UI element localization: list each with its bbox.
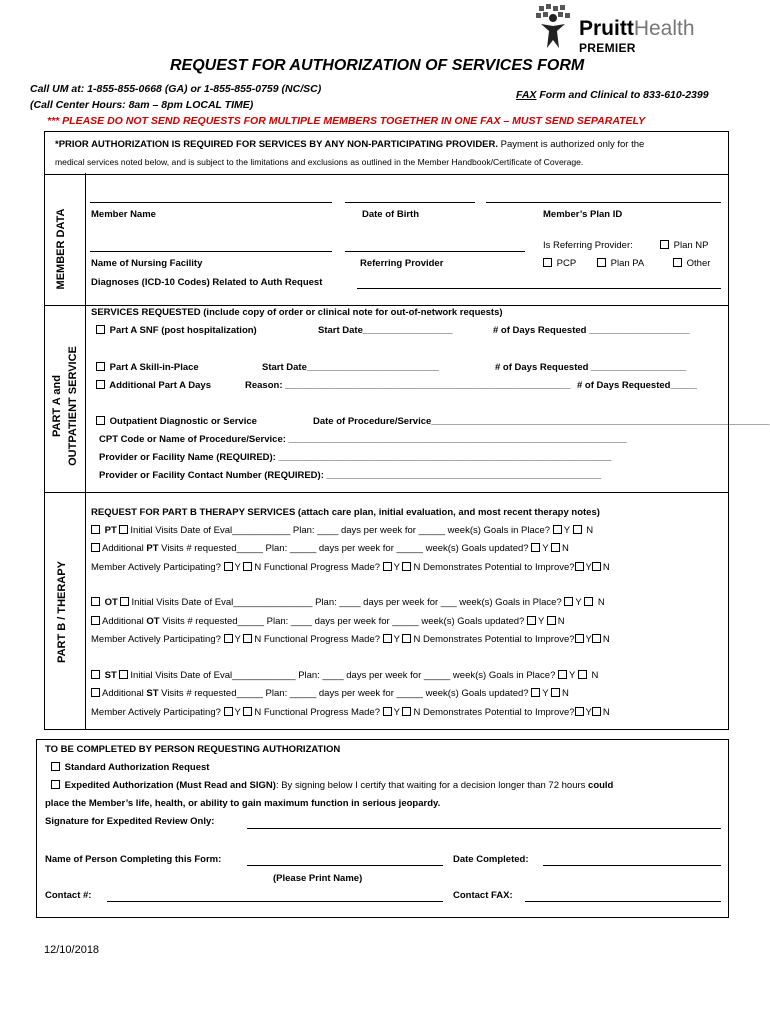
st-goals-y[interactable] xyxy=(558,670,567,679)
pt-checkbox[interactable] xyxy=(91,525,100,534)
st-code: ST xyxy=(104,670,117,681)
y-label: Y xyxy=(569,670,576,681)
notice-bold: *PRIOR AUTHORIZATION IS REQUIRED FOR SERVICES BY ANY NON-PARTICIPATING PROVIDER. xyxy=(55,139,499,150)
member-name-label: Member Name xyxy=(91,209,156,220)
y-label: Y xyxy=(234,562,241,573)
pt-part-n[interactable] xyxy=(243,562,252,571)
standard-checkbox[interactable] xyxy=(51,762,60,771)
date-line[interactable] xyxy=(543,865,721,866)
st-prog-y[interactable] xyxy=(383,707,392,716)
warning-text: *** PLEASE DO NOT SEND REQUESTS FOR MULTIPLE MEMBERS TOGETHER IN ONE FAX – MUST SEND SEPARATELY xyxy=(47,115,646,127)
brand-light: Health xyxy=(633,17,695,40)
n-label: N xyxy=(586,525,594,536)
y-label: Y xyxy=(234,707,241,718)
plan-id-label: Member’s Plan ID xyxy=(543,209,623,220)
skill-label: Part A Skill-in-Place xyxy=(109,362,199,373)
st-line2 xyxy=(91,688,569,699)
y-label: Y xyxy=(585,562,592,573)
section-member-data: MEMBER DATA xyxy=(55,208,67,290)
plan-id-line[interactable] xyxy=(486,202,721,203)
jeopardy-line: place the Member’s life, health, or ability to gain maximum function in serious jeopardy. xyxy=(45,798,441,809)
outpatient-checkbox[interactable] xyxy=(96,416,105,425)
brand-bold: Pruitt xyxy=(579,17,634,40)
ot-line3 xyxy=(91,634,610,645)
ot-potential: Demonstrates Potential to Improve? xyxy=(423,634,575,645)
ot-checkbox[interactable] xyxy=(91,597,100,606)
expedited-option[interactable] xyxy=(51,780,613,791)
print-label: (Please Print Name) xyxy=(273,873,363,884)
n-label: N xyxy=(557,616,565,627)
fax-label: FAX xyxy=(516,89,537,101)
st-additional-rest: Visits # requested_____ Plan: _____ days per week for _____ week(s) Goals updated? xyxy=(158,688,529,699)
ot-additional-checkbox[interactable] xyxy=(91,616,100,625)
st-code-2: ST xyxy=(146,688,159,699)
snf-checkbox[interactable] xyxy=(96,325,105,334)
section-part-a-l1: PART A and xyxy=(51,375,63,437)
n-label: N xyxy=(254,707,262,718)
n-label: N xyxy=(602,634,610,645)
pt-pot-y[interactable] xyxy=(575,562,584,571)
n-label: N xyxy=(413,562,421,573)
ot-goals-y[interactable] xyxy=(564,597,573,606)
name-label: Name of Person Completing this Form: xyxy=(45,854,222,865)
expedited-checkbox[interactable] xyxy=(51,780,60,789)
snf-label: Part A SNF (post hospitalization) xyxy=(109,325,257,336)
contact-line[interactable] xyxy=(107,901,443,902)
section-part-a-l2: OUTPATIENT SERVICE xyxy=(67,346,79,466)
is-referring-label: Is Referring Provider: xyxy=(543,240,633,251)
pcp-option[interactable] xyxy=(543,258,576,269)
fax-info xyxy=(516,89,709,101)
st-checkbox[interactable] xyxy=(91,670,100,679)
notice-line1 xyxy=(55,139,644,150)
notice-line2: medical services noted below, and is subject to the limitations and exclusions as outlined in the Member Handbook/Certificate of Coverage. xyxy=(55,157,584,167)
brand-sub: PREMIER xyxy=(579,41,636,55)
plan-np-label: Plan NP xyxy=(673,240,709,251)
n-label: N xyxy=(602,562,610,573)
completion-header: TO BE COMPLETED BY PERSON REQUESTING AUTHORIZATION xyxy=(45,744,341,755)
st-prog-n[interactable] xyxy=(402,707,411,716)
ot-updated-y[interactable] xyxy=(527,616,536,625)
pt-additional-text: Additional xyxy=(102,543,147,554)
other-checkbox[interactable] xyxy=(673,258,682,267)
y-label: Y xyxy=(537,616,545,627)
fax-rest: Form and Clinical to 833-610-2399 xyxy=(536,89,709,101)
n-label: N xyxy=(413,707,421,718)
ot-pot-y[interactable] xyxy=(575,634,584,643)
plan-np-option[interactable] xyxy=(660,240,709,251)
standard-option[interactable] xyxy=(51,762,209,773)
st-updated-y[interactable] xyxy=(531,688,540,697)
ot-initial-checkbox[interactable] xyxy=(120,597,129,606)
n-label: N xyxy=(562,688,569,699)
ot-part-n[interactable] xyxy=(243,634,252,643)
diagnoses-line[interactable] xyxy=(357,288,721,289)
services-requested: SERVICES REQUESTED (include copy of order or clinical note for out-of-network requests) xyxy=(91,307,503,318)
n-label: N xyxy=(254,634,262,645)
fax-line[interactable] xyxy=(525,901,721,902)
n-label: N xyxy=(591,670,599,681)
skill-days[interactable]: # of Days Requested __________________ xyxy=(495,362,687,373)
other-option[interactable] xyxy=(673,258,710,269)
n-label: N xyxy=(562,543,569,554)
logo xyxy=(535,4,735,56)
pt-line2 xyxy=(91,543,569,554)
ot-pot-n[interactable] xyxy=(592,634,601,643)
pt-prog-y[interactable] xyxy=(383,562,392,571)
ot-prog-n[interactable] xyxy=(402,634,411,643)
y-label: Y xyxy=(563,525,570,536)
pt-potential: Demonstrates Potential to Improve? xyxy=(423,562,575,573)
notice-normal: Payment is authorized only for the xyxy=(498,139,645,150)
n-label: N xyxy=(602,707,610,718)
fax-label: Contact FAX: xyxy=(453,890,513,901)
ot-progress: Functional Progress Made? xyxy=(263,634,381,645)
referring-label: Referring Provider xyxy=(360,258,444,269)
y-label: Y xyxy=(575,597,582,608)
pt-code-2: PT xyxy=(146,543,159,554)
partb-header: REQUEST FOR PART B THERAPY SERVICES (attach care plan, initial evaluation, and most recent therapy notes) xyxy=(91,507,600,518)
additional-days[interactable]: # of Days Requested_____ xyxy=(577,380,697,391)
diagnoses-label: Diagnoses (ICD-10 Codes) Related to Auth Request xyxy=(91,277,323,288)
referring-line[interactable] xyxy=(345,251,525,252)
jeopardy-text: place the Member’s life, health, or ability to gain maximum function in serious jeopardy xyxy=(45,798,438,809)
pt-pot-n[interactable] xyxy=(592,562,601,571)
call-hours: (Call Center Hours: 8am – 8pm LOCAL TIME) xyxy=(30,99,254,111)
pt-line1 xyxy=(91,525,593,536)
could-text: could xyxy=(588,780,614,791)
standard-label: Standard Authorization Request xyxy=(64,762,210,773)
ot-prog-y[interactable] xyxy=(383,634,392,643)
st-progress: Functional Progress Made? xyxy=(263,707,381,718)
pt-prog-n[interactable] xyxy=(402,562,411,571)
y-label: Y xyxy=(542,688,549,699)
provider-name-field[interactable]: Provider or Facility Name (REQUIRED): _______________________________________________________________ xyxy=(99,452,612,463)
st-pot-y[interactable] xyxy=(575,707,584,716)
pt-initial-checkbox[interactable] xyxy=(119,525,128,534)
plan-pa-label: Plan PA xyxy=(610,258,645,269)
ot-additional-text: Additional xyxy=(102,616,147,627)
n-label: N xyxy=(597,597,605,608)
additional-option[interactable] xyxy=(96,380,211,391)
member-name-line[interactable] xyxy=(90,202,332,203)
y-label: Y xyxy=(585,707,592,718)
st-pot-n[interactable] xyxy=(592,707,601,716)
st-participating: Member Actively Participating? xyxy=(91,707,221,718)
pcp-label: PCP xyxy=(556,258,577,269)
pt-participating: Member Actively Participating? xyxy=(91,562,221,573)
pt-initial-text: Initial Visits Date of Eval___________ Plan: ____ days per week for _____ week(s) Goals in Place? xyxy=(130,525,551,536)
pt-progress: Functional Progress Made? xyxy=(263,562,381,573)
cpt-field[interactable]: CPT Code or Name of Procedure/Service: ________________________________________________________________ xyxy=(99,434,627,445)
n-label: N xyxy=(254,562,262,573)
outpatient-option[interactable] xyxy=(96,416,257,427)
contact-label: Contact #: xyxy=(45,890,92,901)
snf-days[interactable]: # of Days Requested ___________________ xyxy=(493,325,690,336)
st-additional-text: Additional xyxy=(102,688,147,699)
plan-np-checkbox[interactable] xyxy=(660,240,669,249)
y-label: Y xyxy=(393,707,400,718)
snf-option[interactable] xyxy=(96,325,257,336)
st-part-n[interactable] xyxy=(243,707,252,716)
name-line[interactable] xyxy=(247,865,443,866)
pt-code: PT xyxy=(104,525,117,536)
y-label: Y xyxy=(393,634,400,645)
date-label: Date Completed: xyxy=(453,854,529,865)
ot-additional-rest: Visits # requested_____ Plan: ____ days per week for _____ week(s) Goals updated? xyxy=(159,616,525,627)
st-goals-n[interactable] xyxy=(578,670,587,679)
tree-logo-icon xyxy=(535,4,579,54)
pt-line3 xyxy=(91,562,610,573)
call-um: Call UM at: 1-855-855-0668 (GA) or 1-855-855-0759 (NC/SC) xyxy=(30,83,322,95)
nursing-line[interactable] xyxy=(90,251,332,252)
st-updated-n[interactable] xyxy=(551,688,560,697)
ot-code: OT xyxy=(104,597,118,608)
y-label: Y xyxy=(585,634,592,645)
pt-additional-checkbox[interactable] xyxy=(91,543,100,552)
y-label: Y xyxy=(393,562,400,573)
reason-field[interactable]: Reason: ______________________________________________________ xyxy=(245,380,571,391)
ot-goals-n[interactable] xyxy=(584,597,593,606)
ot-participating: Member Actively Participating? xyxy=(91,634,221,645)
pt-goals-n[interactable] xyxy=(573,525,582,534)
y-label: Y xyxy=(234,634,241,645)
ot-initial-text: Initial Visits Date of Eval_______________ Plan: ____ days per week for ___ week(s) Goals in Place? xyxy=(131,597,562,608)
signature-label: Signature for Expedited Review Only: xyxy=(45,816,215,827)
st-potential: Demonstrates Potential to Improve? xyxy=(423,707,575,718)
ot-updated-n[interactable] xyxy=(547,616,556,625)
ot-line2 xyxy=(91,616,565,627)
expedited-label: Expedited Authorization (Must Read and SIGN) xyxy=(64,780,276,791)
form-title: REQUEST FOR AUTHORIZATION OF SERVICES FORM xyxy=(170,57,585,74)
nursing-label: Name of Nursing Facility xyxy=(91,258,203,269)
notice-box xyxy=(44,131,729,175)
plan-pa-checkbox[interactable] xyxy=(597,258,606,267)
section-part-b: PART B / THERAPY xyxy=(56,561,68,663)
completion-box xyxy=(36,739,729,918)
st-initial-checkbox[interactable] xyxy=(119,670,128,679)
pt-part-y[interactable] xyxy=(224,562,233,571)
dob-line[interactable] xyxy=(345,202,475,203)
ot-part-y[interactable] xyxy=(224,634,233,643)
expedited-text: : By signing below I certify that waiting for a decision longer than 72 hours xyxy=(275,780,589,791)
signature-line[interactable] xyxy=(247,828,721,829)
dob-label: Date of Birth xyxy=(362,209,419,220)
pt-goals-y[interactable] xyxy=(553,525,562,534)
pcp-checkbox[interactable] xyxy=(543,258,552,267)
provider-contact-field[interactable]: Provider or Facility Contact Number (REQUIRED): ____________________________________________________ xyxy=(99,470,602,481)
n-label: N xyxy=(413,634,421,645)
plan-pa-option[interactable] xyxy=(597,258,644,269)
pt-updated-n[interactable] xyxy=(551,543,560,552)
skill-checkbox[interactable] xyxy=(96,362,105,371)
other-label: Other xyxy=(686,258,711,269)
section-part-a xyxy=(49,341,81,471)
skill-start-date[interactable]: Start Date_________________________ xyxy=(262,362,439,373)
ot-line1 xyxy=(91,597,605,608)
snf-start-date[interactable]: Start Date_________________ xyxy=(318,325,453,336)
st-additional-checkbox[interactable] xyxy=(91,688,100,697)
outpatient-label: Outpatient Diagnostic or Service xyxy=(109,416,257,427)
pt-updated-y[interactable] xyxy=(531,543,540,552)
st-initial-text: Initial Visits Date of Eval____________ Plan: ____ days per week for _____ week(s) Goals in Place? xyxy=(130,670,556,681)
y-label: Y xyxy=(542,543,549,554)
st-line3 xyxy=(91,707,610,718)
skill-option[interactable] xyxy=(96,362,199,373)
pt-additional-rest: Visits # requested_____ Plan: _____ days per week for _____ week(s) Goals updated? xyxy=(158,543,529,554)
footer-date: 12/10/2018 xyxy=(44,944,100,956)
additional-label: Additional Part A Days xyxy=(109,380,211,391)
st-part-y[interactable] xyxy=(224,707,233,716)
ot-code-2: OT xyxy=(146,616,160,627)
signature-text: Signature for Expedited Review Only xyxy=(45,816,212,827)
st-line1 xyxy=(91,670,598,681)
additional-checkbox[interactable] xyxy=(96,380,105,389)
date-proc-field[interactable]: Date of Procedure/Service________________________________________________________________ xyxy=(313,416,770,427)
